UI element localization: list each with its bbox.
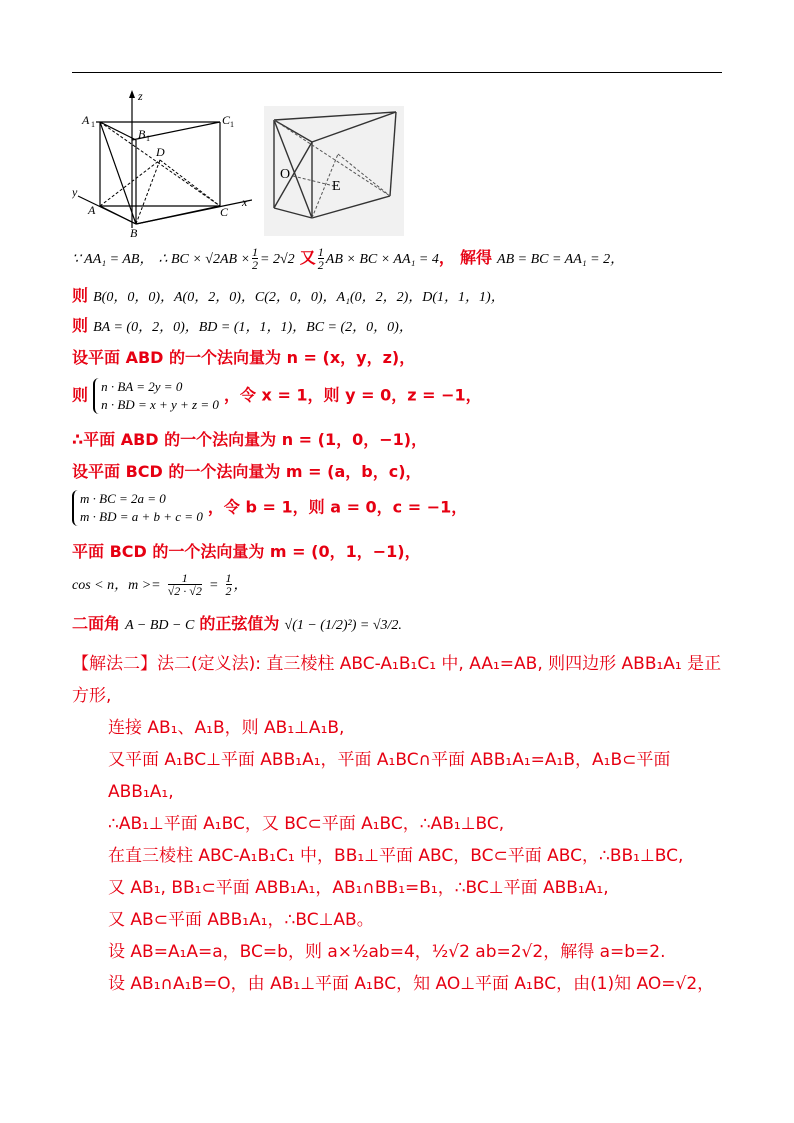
line-normal-abd-result: ∴平面 ABD 的一个法向量为 n = (1，0，−1)， [72, 430, 428, 449]
frac-half-2: $\frac{1}{2}$ [317, 245, 324, 272]
label-E: E [332, 179, 341, 194]
frac-half: $\frac{1}{2}$ [252, 245, 259, 272]
label-C1: C [222, 113, 231, 127]
text-let-x: ，令 x = 1，则 y = 0，z = −1， [223, 385, 482, 405]
eq-result: = 2√2 [260, 252, 295, 267]
text-ze-2: 则 [72, 316, 89, 335]
line-sine: 二面角 A − BD − C 的正弦值为 √(1 − (1/2)²) = √3/2. [72, 614, 402, 633]
method2-step6: 又 AB⊂平面 ABB₁A₁，∴BC⊥AB。 [108, 910, 374, 930]
line-given: ∵ AA₁ = AB， ∴ BC × √2AB × $\frac{1}{2}$ = 2√2 又 $\frac{1}{2}$ AB × BC × AA₁ = 4， 解得 AB = BC = AA₁ = 2， [72, 245, 625, 272]
method2-step1: 连接 AB₁、A₁B，则 AB₁⊥A₁B, [108, 718, 345, 738]
label-y: y [72, 185, 78, 199]
eq-aa1-ab: ∵ AA₁ = AB [72, 252, 140, 267]
method2-step2: 又平面 A₁BC⊥平面 ABB₁A₁，平面 A₁BC∩平面 ABB₁A₁=A₁B，A₁B⊂平面 ABB₁A₁, [108, 750, 671, 802]
label-O: O [280, 167, 291, 182]
eq-bc-product: ∴ BC × √2AB × [158, 252, 251, 267]
cos-expression: cos < n，m >= [72, 578, 161, 593]
method2-step8: 设 AB₁∩A₁B=O，由 AB₁⊥平面 A₁BC，知 AO⊥平面 A₁BC，由(1)知 AO=√2， [108, 974, 715, 994]
dihedral-angle: A − BD − C [125, 618, 195, 633]
cos-fraction: $\frac{1}{√2 \cdot √2}$ [167, 571, 202, 598]
label-A: A [88, 203, 96, 217]
label-B: B [130, 226, 138, 238]
label-z: z [138, 89, 143, 103]
eq-volume: AB × BC × AA₁ = 4 [325, 252, 439, 267]
equation-system-abd: n · BA = 2y = 0 n · BD = x + y + z = 0 [93, 378, 219, 414]
line-normal-abd: 设平面 ABD 的一个法向量为 n = (x，y，z)， [72, 348, 416, 367]
line-cos: cos < n，m >= $\frac{1}{√2 \cdot √2}$ = $\frac{1}{2}$ ， [72, 571, 248, 598]
label-B1-sub: 1 [146, 134, 150, 143]
point-coordinates: B(0，0，0)，A(0，2，0)，C(2，0，0)，A₁(0，2，2)，D(1，1，1)， [93, 290, 505, 305]
text-dihedral: 二面角 [72, 614, 121, 633]
method2-step4: 在直三棱柱 ABC-A₁B₁C₁ 中，BB₁⊥平面 ABC，BC⊂平面 ABC，∴BB₁⊥BC, [108, 846, 684, 866]
line-system-bcd [72, 490, 467, 526]
line-normal-bcd: 设平面 BCD 的一个法向量为 m = (a，b，c)， [72, 462, 422, 481]
cos-half: $\frac{1}{2}$ [225, 571, 232, 598]
prism-photo-figure [264, 106, 404, 236]
method-two-block [72, 648, 722, 1000]
label-C: C [220, 205, 229, 219]
equation-system-bcd: m · BC = 2a = 0 m · BD = a + b + c = 0 [72, 490, 203, 526]
label-A1-sub: 1 [91, 120, 95, 129]
method2-step3: ∴AB₁⊥平面 A₁BC，又 BC⊂平面 A₁BC，∴AB₁⊥BC, [108, 814, 505, 834]
text-let-b: ，令 b = 1，则 a = 0，c = −1， [207, 497, 468, 517]
label-C1-sub: 1 [230, 120, 234, 129]
method2-step7: 设 AB=A₁A=a，BC=b，则 a×½ab=4，½√2 ab=2√2，解得 a=b=2. [108, 942, 666, 962]
label-x: x [242, 195, 248, 209]
line-vectors [72, 316, 413, 338]
line-system-abd [72, 378, 482, 414]
text-you: 又 [299, 248, 316, 267]
line-coords [72, 286, 505, 308]
vector-coordinates: BA = (0，2，0)，BD = (1，1，1)，BC = (2，0，0)， [93, 320, 413, 335]
eq-lengths: AB = BC = AA₁ = 2 [497, 252, 611, 267]
label-B1: B [138, 127, 146, 141]
text-jiede: 解得 [459, 248, 492, 267]
label-A1: A [82, 113, 90, 127]
text-sine-value: 的正弦值为 [199, 614, 280, 633]
label-D: D [156, 145, 165, 159]
text-ze-3: 则 [72, 385, 89, 405]
method2-step5: 又 AB₁, BB₁⊂平面 ABB₁A₁，AB₁∩BB₁=B₁，∴BC⊥平面 ABB₁A₁, [108, 878, 609, 898]
line-normal-bcd-result: 平面 BCD 的一个法向量为 m = (0，1，−1)， [72, 542, 421, 561]
method2-intro: 【解法二】法二(定义法): 直三棱柱 ABC-A₁B₁C₁ 中, AA₁=AB, 则四边形 ABB₁A₁ 是正方形, [72, 654, 722, 706]
text-ze: 则 [72, 286, 89, 305]
header-rule [72, 72, 722, 73]
prism-coordinate-figure [72, 88, 252, 238]
sine-result: √(1 − (1/2)²) = √3/2 [284, 618, 399, 633]
